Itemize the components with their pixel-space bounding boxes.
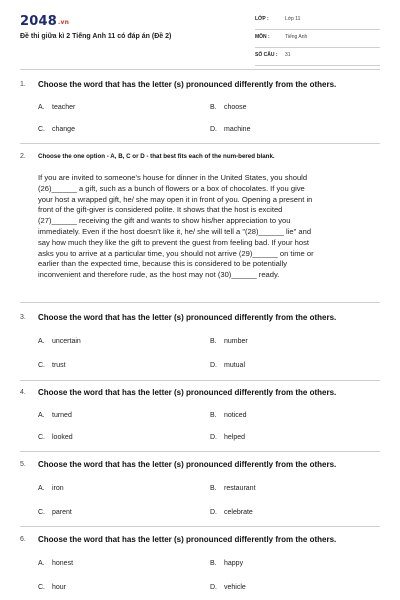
reading-passage: [38, 173, 380, 281]
document-title: Đề thi giữa kì 2 Tiếng Anh 11 có đáp án (Đề 2): [20, 33, 172, 40]
divider: [20, 143, 380, 144]
question-number: 5.: [20, 461, 26, 468]
question-text: Choose the word that has the letter (s) pronounced differently from the others.: [38, 535, 337, 544]
question-text: Choose the word that has the letter (s) pronounced differently from the others.: [38, 388, 337, 397]
divider: [20, 302, 380, 303]
passage-line: (26)______ a gift, such as a bunch of flowers or a box of chocolates. If you give: [38, 183, 305, 193]
passage-line: say how much they like the gift to prevent the guest from feeling bad. If your host: [38, 237, 309, 247]
passage-line: immediately. Even if the host doesn't like it, he/ she will tell a "(28)______ lie" and: [38, 226, 312, 236]
passage-line: front of the gift-giver is considered polite. It shows that the host is excited: [38, 205, 283, 215]
passage-line: your host a wrapped gift, he/ she may open it in front of you. Opening a present in: [38, 194, 313, 204]
option-c[interactable]: C. trust: [38, 362, 66, 369]
meta-label: MÔN :: [255, 34, 270, 40]
passage-line: earlier than the expected time, because this is considered to be potentially: [38, 259, 288, 269]
option-d[interactable]: D. vehicle: [210, 584, 246, 591]
meta-label: SỐ CÂU :: [255, 52, 278, 58]
site-logo[interactable]: 2048.vn: [20, 14, 70, 29]
question-number: 3.: [20, 314, 26, 321]
meta-row-class: [255, 12, 380, 30]
meta-table: [255, 12, 380, 66]
question-text: Choose the one option - A, B, C or D - that best fits each of the num-bered blank.: [38, 153, 275, 160]
meta-value: Lớp 11: [285, 16, 301, 22]
question-text: Choose the word that has the letter (s) pronounced differently from the others.: [38, 313, 337, 322]
option-c[interactable]: C. hour: [38, 584, 67, 591]
passage-line: asks you to arrive at a particular time, you should not arrive (29)______ on time or: [38, 248, 314, 258]
option-b[interactable]: B. restaurant: [210, 485, 256, 492]
option-c[interactable]: C. parent: [38, 509, 72, 516]
question-number: 2.: [20, 153, 26, 160]
option-d[interactable]: D. helped: [210, 434, 246, 441]
option-c[interactable]: C. change: [38, 126, 75, 133]
option-b[interactable]: B. choose: [210, 104, 247, 111]
divider: [20, 380, 380, 381]
question-number: 1.: [20, 81, 26, 88]
meta-row-count: [255, 48, 380, 66]
passage-line: (27)______ receiving the gift and wants to show his/her appreciation to you: [38, 216, 291, 226]
document-header: [0, 0, 400, 64]
passage-line: If you are invited to someone's house for dinner in the United States, you should: [38, 173, 308, 182]
meta-row-subject: [255, 30, 380, 48]
question-number: 6.: [20, 536, 26, 543]
option-a[interactable]: A. honest: [38, 560, 74, 567]
question-text: Choose the word that has the letter (s) pronounced differently from the others.: [38, 80, 337, 89]
option-b[interactable]: B. number: [210, 338, 248, 345]
passage-line: inconvenient and therefore rude, as the host may not (30)______ ready.: [38, 270, 280, 280]
option-d[interactable]: D. mutual: [210, 362, 246, 369]
divider: [20, 69, 380, 70]
option-c[interactable]: C. looked: [38, 434, 73, 441]
option-a[interactable]: A. uncertain: [38, 338, 81, 345]
option-a[interactable]: A. teacher: [38, 104, 76, 111]
divider: [20, 451, 380, 452]
question-text: Choose the word that has the letter (s) pronounced differently from the others.: [38, 460, 337, 469]
divider: [20, 526, 380, 527]
option-b[interactable]: B. happy: [210, 560, 244, 567]
option-d[interactable]: D. machine: [210, 126, 251, 133]
meta-value: 31: [285, 52, 291, 58]
meta-label: LỚP :: [255, 16, 269, 22]
option-a[interactable]: A. turned: [38, 412, 72, 419]
question-number: 4.: [20, 389, 26, 396]
meta-value: Tiếng Anh: [285, 34, 308, 40]
option-d[interactable]: D. celebrate: [210, 509, 253, 516]
option-b[interactable]: B. noticed: [210, 412, 247, 419]
option-a[interactable]: A. iron: [38, 485, 64, 492]
